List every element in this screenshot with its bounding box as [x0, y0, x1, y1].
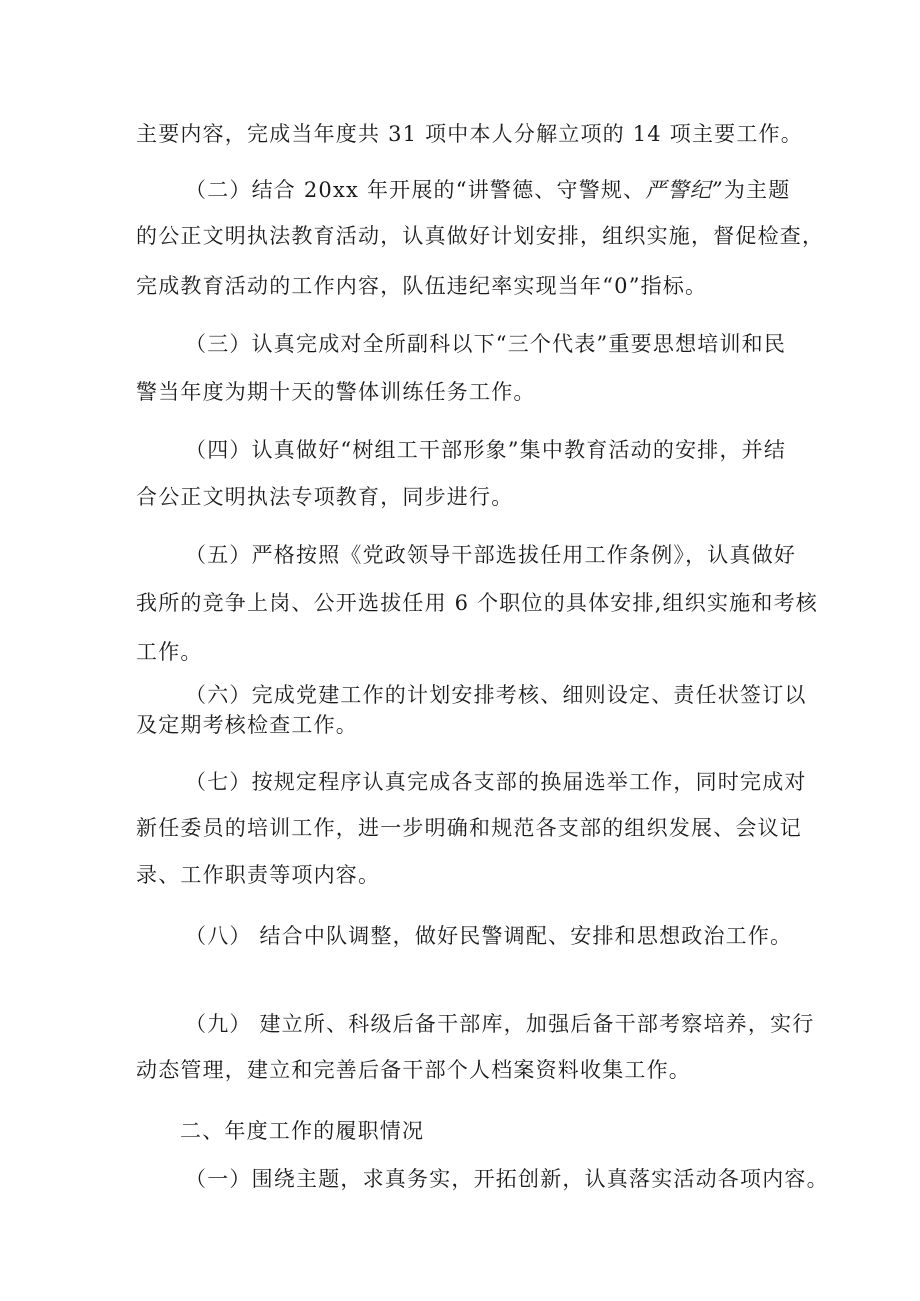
paragraph-line: （八） 结合中队调整，做好民警调配、安排和思想政治工作。 — [185, 924, 793, 948]
italic-text: 严警纪” — [645, 178, 724, 202]
paragraph-line: 工作。 — [136, 640, 203, 664]
paragraph-line: （一）围绕主题，求真务实，开拓创新，认真落实活动各项内容。 — [185, 1167, 829, 1191]
paragraph-line: 新任委员的培训工作，进一步明确和规范各支部的组织发展、会议记 — [136, 816, 802, 840]
paragraph-line: 主要内容，完成当年度共 31 项中本人分解立项的 14 项主要工作。 — [136, 122, 803, 146]
paragraph-line: （四）认真做好“树组工干部形象”集中教育活动的安排，并结 — [185, 438, 787, 462]
paragraph-line: 的公正文明执法教育活动，认真做好计划安排，组织实施，督促检查， — [136, 224, 825, 248]
paragraph-line: 完成教育活动的工作内容，队伍违纪率实现当年“0”指标。 — [136, 274, 708, 298]
paragraph-line: （九） 建立所、科级后备干部库，加强后备干部考察培养，实行 — [185, 1012, 815, 1036]
paragraph-line: （七）按规定程序认真完成各支部的换届选举工作，同时完成对 — [185, 770, 807, 794]
section-heading: 二、年度工作的履职情况 — [180, 1119, 425, 1143]
paragraph-line: 录、工作职责等项内容。 — [136, 863, 381, 887]
paragraph-line: 合公正文明执法专项教育，同步进行。 — [136, 485, 514, 509]
paragraph-line: 我所的竞争上岗、公开选拔任用 6 个职位的具体安排,组织实施和考核 — [136, 591, 818, 615]
paragraph-line: （三）认真完成对全所副科以下“三个代表”重要思想培训和民 — [185, 332, 787, 356]
paragraph-line: 动态管理，建立和完善后备干部个人档案资料收集工作。 — [136, 1058, 691, 1082]
line-text: （二）结合 20xx 年开展的“讲警德、守警规、 — [185, 178, 646, 202]
line-text: 为主题 — [723, 178, 791, 202]
paragraph-line: （六）完成党建工作的计划安排考核、细则设定、责任状签订以 — [185, 683, 807, 707]
paragraph-line: （五）严格按照《党政领导干部选拔任用工作条例》，认真做好 — [185, 543, 797, 567]
paragraph-line: 警当年度为期十天的警体训练任务工作。 — [136, 380, 536, 404]
paragraph-line — [185, 175, 790, 205]
paragraph-line: 及定期考核检查工作。 — [136, 713, 358, 737]
